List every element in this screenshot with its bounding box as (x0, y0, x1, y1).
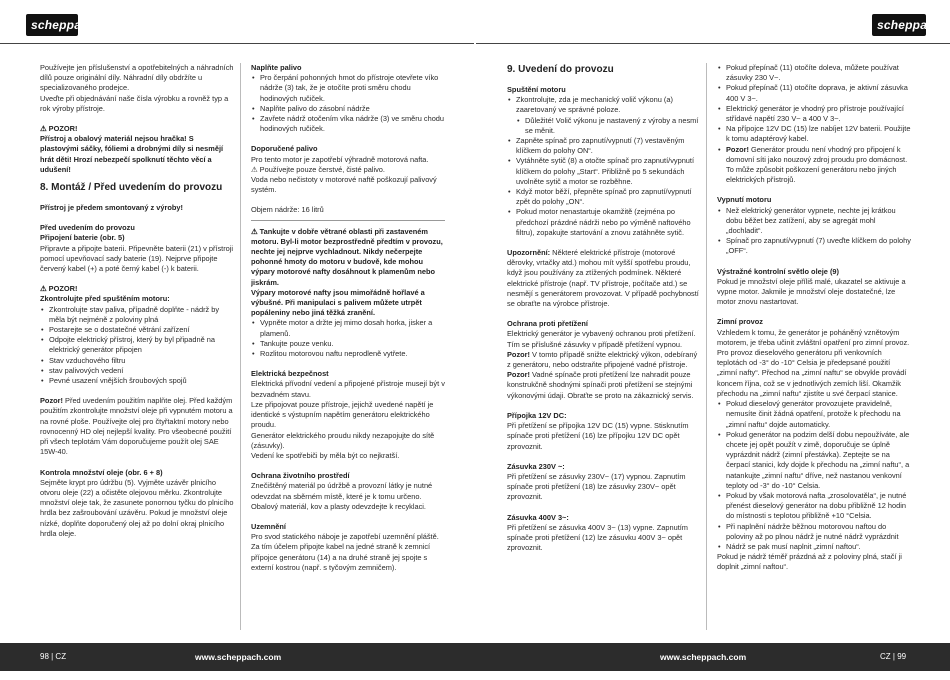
paragraph: Pro svod statického náboje je zapotřebí uzemnění pláště. Za tím účelem připojte kabel na jedné straně k zemnicí přípojce generátoru (14) a na druhé straně jej spojte s externí kostrou (např. s tyčovým zemničem). (251, 532, 439, 572)
list-item: • Na přípojce 12V DC (15) lze nabíjet 12V baterii. Použijte k tomu adaptérový kabel. (717, 124, 911, 144)
paragraph: Při přetížení se zásuvky 230V~ (17) vypnou. Zapnutím spínače proti přetížení (18) lze zásuvky 230V~ opět zprovoznit. (507, 471, 686, 502)
list-item: • Zavřete nádrž otočením víka nádrže (3) ve směru chodu hodinových ručiček. (251, 114, 445, 134)
list-item: • Při naplnění nádrže běžnou motorovou naftou do poloviny až po plnou nádrž je nutné nádrž vyprázdnit (717, 522, 911, 542)
subheading: Přípojka 12V DC: (507, 410, 567, 420)
paragraph: Vedení ke spotřebiči by měla být co nejkratší. (251, 450, 400, 460)
column-divider (240, 63, 241, 630)
paragraph: Při přetížení se přípojka 12V DC (15) vypne. Stisknutím spínače proti přetížení (16) lze přípojku 12V DC opět zprovoznit. (507, 421, 689, 451)
footer-link-left[interactable]: www.scheppach.com (195, 652, 282, 662)
subheading: Doporučené palivo (251, 144, 318, 154)
warning-text: Přístroj a obalový materiál nejsou hračka! S plastovými sáčky, fóliemi a drobnými díly si nesmějí hrát děti! Hrozí nebezpečí spolknutí těchto věcí a udušení! (40, 134, 224, 174)
list-item: • Než elektrický generátor vypnete, nechte jej krátkou dobu běžet bez zatížení, aby se agregát mohl „dochladit“. (717, 206, 911, 237)
list-item: • Pro čerpání pohonných hmot do přístroje otevřete víko nádrže (3) tak, že je otočíte proti směru chodu hodinových ručiček. (251, 73, 445, 104)
list-item: • Když motor běží, přepněte spínač pro zapnutí/vypnutí zpět do polohy „ON“. (507, 187, 701, 207)
paragraph: Uveďte při objednávání naše čísla výrobku a rovněž typ a rok výroby přístroje. (40, 93, 229, 113)
list-item: • Pokud přepínač (11) otočíte doprava, je aktivní zásuvka 400 V 3~. (717, 83, 911, 103)
paragraph: Při přetížení se zásuvka 400V 3~ (13) vypne. Zapnutím spínače proti přetížení (12) lze zásuvku 400V 3~ opět zprovoznit. (507, 522, 688, 553)
list-item: • Nádrž se pak musí naplnit „zimní naftou“. (717, 542, 911, 552)
paragraph: Vzhledem k tomu, že generátor je poháněný vznětovým motorem, je třeba učinit zvláštní opatření pro zimní provoz. Pro provoz dieselového generátoru při venkovních teplotách od -3° do -10° Celsia je předepsané použití „zimní nafty“. Přechod na „zimní naftu“ se obvykle provádí koncem října, což se v jednotlivých zemích liší. Okamžik přechodu na „zimní naftu“ zjistíte u své čerpací stanice. (717, 327, 910, 398)
column-4 (717, 63, 911, 633)
warning-title: ⚠ POZOR! (40, 284, 78, 294)
list-item: • Pevné usazení vnějších šroubových spojů (40, 376, 234, 386)
header-rule-left (0, 43, 474, 44)
stop-list (717, 206, 911, 257)
paragraph: Pozor! Vadné spínače proti přetížení lze nahradit pouze konstrukčně shodnými spínači proti přetížení se stejnými výkonovými údaji. Obraťte se proto na zákaznický servis. (507, 370, 694, 400)
list-item: • Odpojte elektrický přístroj, který by byl připadně na elektrický generátor připojen (40, 335, 234, 355)
list-item: • Pokud generátor na podzim delší dobu nepoužíváte, ale chcete jej opět použít v zimě, doporučuje se úplně vyprázdnit nádrž (zimní přestávka). Zeptejte se na čerpací stanici, kdy dojde k přechodu na „zimní naftu“, a natankujte „zimní naftu“ dříve, než nastanou venkovní teploty od -3° do -10° Celsia. (717, 430, 911, 491)
list-item: • Pozor! Generátor proudu není vhodný pro připojení k domovní síti jako nouzový zdroj proudu pro domácnost. To může způsobit poškození generátoru nebo jiných elektrických přístrojů. (717, 145, 911, 186)
paragraph: ⚠ Používejte pouze čerstvé, čisté palivo. (251, 164, 385, 174)
warning-text: Výpary motorové nafty jsou mimořádně hořlavé a výbušné. Při manipulaci s palivem můžete utrpět popáleniny nebo jiná těžká zranění. (251, 287, 425, 318)
brand-logo-right: scheppach (872, 14, 926, 36)
page-number-right: CZ | 99 (880, 652, 907, 661)
list-item: • Zapněte spínač pro zapnutí/vypnutí (7) vestavěným klíčkem do polohy ON“. (507, 136, 701, 156)
subheading: Ochrana proti přetížení (507, 319, 588, 329)
list-item: • Pokud by však motorová nafta „zrosolovatěla“, je nutné přenést dieselový generátor na dobu přibližně 12 hodin do místnosti s teplotou přibližně +10 °Celsia. (717, 491, 911, 522)
paragraph: Generátor elektrického proudu nikdy nezapojujte do sítě (zásuvky). (251, 430, 435, 450)
brand-logo-left: scheppach (26, 14, 78, 36)
subheading: Naplňte palivo (251, 63, 302, 72)
header-rule-right (476, 43, 950, 44)
paragraph: Pozor! Před uvedením použitím naplňte olej. Před každým použitím zkontrolujte množství oleje při vypnutém motoru a na rovné ploše. Používejte olej pro čtyřtaktní motory nebo rovnocenný HD olej nejlepší kvality. Pro všeobecné použití při všech teplotám Vám doporučujeme použít olej SAE 15W-40. (40, 396, 233, 457)
warning-title: ⚠ POZOR! (40, 124, 78, 134)
subheading: Zásuvka 400V 3~: (507, 512, 569, 522)
subheading: Zimní provoz (717, 317, 763, 327)
subheading: Zásuvka 230V ~: (507, 461, 565, 471)
subheading: Zkontrolujte před spuštěním motoru: (40, 294, 170, 304)
list-item: • Elektrický generátor je vhodný pro přístroje používající střídavé napětí 230 V~ a 400 V 3~. (717, 104, 911, 124)
warning-list (251, 318, 445, 359)
section-heading-9: 9. Uvedení do provozu (507, 64, 614, 75)
winter-list (717, 399, 911, 552)
socket-list (717, 63, 911, 185)
warning-text: ⚠ Tankujte v dobře větrané oblasti při zastaveném motoru. Byl-li motor bezprostředně předtím v provozu, nechte jej nejprve vychladnout. Nikdy nečerpejte pohonné hmoty do motoru v budově, kde mohou výpary motorové nafty dosáhnout k plamenům nebo jiskrám. (251, 226, 443, 287)
subheading: Kontrola množství oleje (obr. 6 + 8) (40, 467, 163, 477)
paragraph: Používejte jen příslušenství a opotřebitelných a náhradních dílů pouze originální díly. Náhradní díly obdržíte u specializovaného prodejce. (40, 63, 234, 93)
list-item: • Zkontrolujte, zda je mechanický volič výkonu (a) zaaretovaný ve správné poloze. (507, 95, 701, 115)
subheading: Výstražné kontrolní světlo oleje (9) (717, 266, 839, 276)
section-heading-8: 8. Montáž / Před uvedením do provozu (40, 182, 223, 194)
fill-list (251, 73, 445, 134)
list-item: • Tankujte pouze venku. (251, 339, 445, 349)
paragraph: Voda nebo nečistoty v motorové naftě poškozují palivový systém. (251, 175, 437, 195)
subheading: Připojení baterie (obr. 5) (40, 233, 125, 243)
paragraph: Upozornění: Některé elektrické přístroje (motorové děrovky, vrtačky atd.) mohou mít vyšší spotřebu proudu, když jsou používány za ztížených podmínek. Některé elektrické přístroje (např. TV přístroje, počítače atd.) se nesmějí s generátorem provozovat. V případě pochybností se obraťte na výrobce přístroje. (507, 248, 699, 309)
column-3 (507, 63, 701, 633)
list-item: • Pokud přepínač (11) otočíte doleva, můžete používat zásuvky 230 V~. (717, 63, 911, 83)
list-item: • Pokud dieselový generátor provozujete pravidelně, nemusíte činit žádná opatření, protože k přechodu na „zimní naftu“ dojde automaticky. (717, 399, 911, 430)
list-item: • Naplňte palivo do zásobní nádrže (251, 104, 445, 114)
list-item: • Postarejte se o dostatečné větrání zařízení (40, 325, 234, 335)
paragraph: Připravte a připojte baterii. Připevněte baterii (21) v přístroji pomocí upevňovací sady baterie (19). Nejprve připojte červený kabel (+) a poté černý kabel (-) k baterii. (40, 243, 234, 274)
column-divider (706, 63, 707, 630)
subheading: Uzemnění (251, 521, 286, 531)
subheading: Vypnutí motoru (717, 195, 772, 205)
subheading: Ochrana životního prostředí (251, 471, 350, 481)
list-item: • Vytáhněte sytič (8) a otočte spínač pro zapnutí/vypnutí klíčkem do polohy „Start“. Přibližně po 5 sekundách uvolněte sytič a motor se rozběhne. (507, 156, 701, 187)
footer-link-right[interactable]: www.scheppach.com (660, 652, 747, 662)
paragraph: Sejměte krypt pro údržbu (5). Vyjměte uzávěr plnicího otvoru oleje (22) a očistěte olejovou měrku. Zkontrolujte množství oleje tak, že zasunete ponornou tyčku do plnicího hrdla bez zašroubování uzávěru. Pokud je množství oleje nízké, doplňte doporučený olej až po dolní okraj plnicího hrdla oleje. (40, 477, 234, 538)
paragraph: Lze připojovat pouze přístroje, jejichž uvedené napětí je identické s výstupním napětím generátoru elektrického proudu. (251, 399, 434, 430)
paragraph: Pozor! V tomto případě snižte elektrický výkon, odebíraný z generátoru, nebo odstraňte připojené vadné přístroje. (507, 349, 698, 370)
footer-bar (0, 643, 950, 671)
column-2 (251, 63, 445, 633)
list-item: • Vypněte motor a držte jej mimo dosah horka, jisker a plamenů. (251, 318, 445, 338)
page-number-left: 98 | CZ (40, 652, 67, 661)
subheading: Před uvedením do provozu (40, 223, 135, 233)
list-item: • Pokud motor nenastartuje okamžitě (zejména po předchozí prázdné nádrži nebo po výměně naftového filtru), zopakujte startování a znovu zatáhněte sytič. (507, 207, 701, 238)
paragraph: Elektrický generátor je vybavený ochranou proti přetížení. Tím se příslušné zásuvky v případě přetížení vypnou. (507, 329, 696, 349)
start-list (507, 95, 701, 238)
paragraph: Elektrická přívodní vedení a připojené přístroje musejí být v bezvadném stavu. (251, 379, 445, 399)
divider (251, 220, 445, 221)
paragraph: Pokud je množství oleje příliš malé, ukazatel se aktivuje a vypne motor. Jakmile je množství oleje dostatečné, lze motor znovu nastartovat. (717, 276, 906, 307)
paragraph: Pro tento motor je zapotřebí výhradně motorová nafta. (251, 154, 429, 164)
paragraph: Znečištěný materiál po údržbě a provozní látky je nutné odevzdat na sběrném místě, které je k tomu určeno. Obalový materiál, kov a plasty odevzdejte k recyklaci. (251, 481, 433, 511)
column-1 (40, 63, 234, 633)
list-item: • Zkontrolujte stav paliva, případně doplňte - nádrž by měla být nejméně z poloviny plná (40, 305, 234, 325)
list-item: • Stav vzduchového filtru (40, 356, 234, 366)
check-list (40, 305, 234, 387)
list-item: • Rozlitou motorovou naftu neprodleně vytřete. (251, 349, 445, 359)
list-item: • Spínač pro zapnutí/vypnutí (7) uveďte klíčkem do polohy „OFF“. (717, 236, 911, 256)
paragraph: Pokud je nádrž téměř prázdná až z poloviny plná, stačí ji doplnit „zimní naftou“. (717, 552, 902, 572)
list-item: • Důležité! Volič výkonu je nastavený z výroby a nesmí se měnit. (507, 116, 701, 136)
preassembled-note: Přístroj je předem smontovaný z výroby! (40, 203, 183, 213)
list-item: • stav palivových vedení (40, 366, 234, 376)
tank-volume: Objem nádrže: 16 litrů (251, 205, 324, 215)
subheading: Spuštění motoru (507, 85, 566, 94)
subheading: Elektrická bezpečnost (251, 369, 329, 379)
